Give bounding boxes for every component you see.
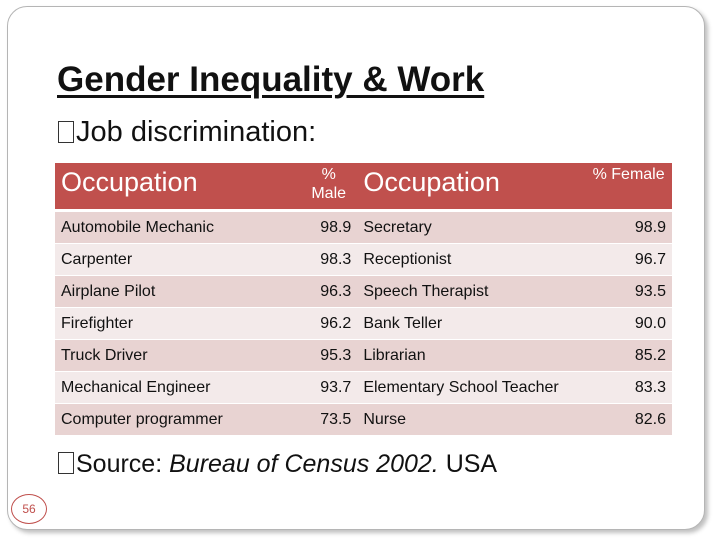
- table-row: [55, 372, 672, 404]
- male-occupation: Computer programmer: [55, 404, 300, 436]
- male-occupation: Truck Driver: [55, 340, 300, 372]
- male-occupation: Firefighter: [55, 308, 300, 340]
- header-occupation-female: Occupation: [357, 163, 585, 211]
- male-occupation: Airplane Pilot: [55, 276, 300, 308]
- source-suffix: USA: [438, 450, 498, 478]
- female-percent: 90.0: [585, 308, 672, 340]
- female-occupation: Nurse: [357, 404, 585, 436]
- table-row: [55, 340, 672, 372]
- table-header-row: [55, 163, 672, 211]
- male-occupation: Automobile Mechanic: [55, 211, 300, 244]
- female-occupation: Librarian: [357, 340, 585, 372]
- male-percent: 96.2: [300, 308, 357, 340]
- bullet-box-icon: [58, 452, 74, 474]
- female-occupation: Secretary: [357, 211, 585, 244]
- slide-title: Gender Inequality & Work: [57, 60, 485, 99]
- male-percent: 93.7: [300, 372, 357, 404]
- female-percent: 85.2: [585, 340, 672, 372]
- header-percent-male: % Male: [300, 163, 357, 211]
- male-percent: 98.3: [300, 244, 357, 276]
- female-percent: 83.3: [585, 372, 672, 404]
- slide-number-badge: 56: [11, 494, 47, 524]
- bullet-box-icon: [58, 121, 74, 143]
- header-percent-female: % Female: [585, 163, 672, 211]
- female-percent: 98.9: [585, 211, 672, 244]
- female-percent: 93.5: [585, 276, 672, 308]
- female-occupation: Receptionist: [357, 244, 585, 276]
- male-percent: 73.5: [300, 404, 357, 436]
- female-percent: 82.6: [585, 404, 672, 436]
- male-percent: 98.9: [300, 211, 357, 244]
- female-occupation: Bank Teller: [357, 308, 585, 340]
- source-citation: [58, 450, 497, 479]
- table-row: [55, 244, 672, 276]
- occupation-table: [55, 163, 672, 436]
- source-agency: Bureau of Census 2002.: [169, 450, 439, 478]
- male-occupation: Mechanical Engineer: [55, 372, 300, 404]
- male-percent: 95.3: [300, 340, 357, 372]
- bullet-text: Job discrimination:: [76, 116, 317, 148]
- male-occupation: Carpenter: [55, 244, 300, 276]
- male-percent: 96.3: [300, 276, 357, 308]
- female-occupation: Elementary School Teacher: [357, 372, 585, 404]
- header-occupation-male: Occupation: [55, 163, 300, 211]
- female-occupation: Speech Therapist: [357, 276, 585, 308]
- bullet-job-discrimination: [58, 116, 316, 149]
- source-prefix: Source:: [76, 450, 170, 478]
- female-percent: 96.7: [585, 244, 672, 276]
- table-row: [55, 308, 672, 340]
- table-row: [55, 211, 672, 244]
- table-row: [55, 276, 672, 308]
- table-row: [55, 404, 672, 436]
